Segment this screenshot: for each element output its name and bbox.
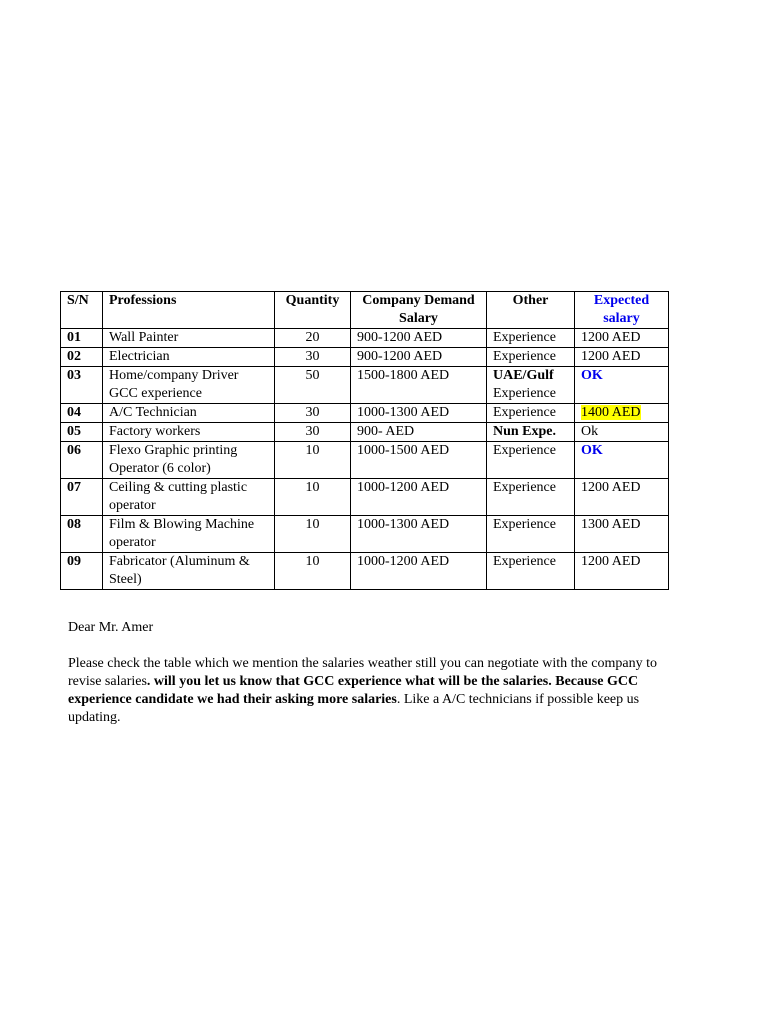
cell-quantity: 20: [275, 329, 351, 348]
cell-sn: 05: [61, 423, 103, 442]
cell-profession: Film & Blowing Machine operator: [103, 516, 275, 553]
table-row: [61, 404, 669, 423]
cell-company-salary: 1000-1200 AED: [351, 479, 487, 516]
cell-company-salary: 1000-1500 AED: [351, 442, 487, 479]
header-professions: Professions: [103, 292, 275, 329]
cell-sn: 03: [61, 367, 103, 404]
header-quantity: Quantity: [275, 292, 351, 329]
salary-table: [60, 291, 669, 590]
cell-sn: 06: [61, 442, 103, 479]
cell-expected: 1300 AED: [575, 516, 669, 553]
cell-company-salary: 1500-1800 AED: [351, 367, 487, 404]
expected-ok: OK: [581, 443, 603, 458]
cell-expected: Ok: [575, 423, 669, 442]
cell-company-salary: 1000-1200 AED: [351, 553, 487, 590]
cell-quantity: 30: [275, 404, 351, 423]
cell-other: Experience: [487, 348, 575, 367]
expected-highlighted: 1400 AED: [581, 405, 641, 420]
cell-other: Experience: [487, 442, 575, 479]
cell-profession: Ceiling & cutting plastic operator: [103, 479, 275, 516]
table-row: [61, 479, 669, 516]
cell-expected: 1200 AED: [575, 329, 669, 348]
letter-greeting: Dear Mr. Amer: [68, 620, 154, 635]
table-row: [61, 516, 669, 553]
cell-other: Experience: [487, 516, 575, 553]
cell-sn: 02: [61, 348, 103, 367]
cell-expected: 1200 AED: [575, 553, 669, 590]
cell-profession: A/C Technician: [103, 404, 275, 423]
cell-quantity: 10: [275, 479, 351, 516]
letter-body-bold: . will you let us know that GCC experience what will be the salaries. Because GCC experience candidate we had their asking more salaries: [68, 674, 639, 707]
cell-profession: Electrician: [103, 348, 275, 367]
cell-sn: 07: [61, 479, 103, 516]
cell-company-salary: 900-1200 AED: [351, 329, 487, 348]
cell-expected: [575, 404, 669, 423]
letter-body-part2: . Like a A/C technicians if possible keep us updating.: [68, 692, 640, 725]
cell-other: Experience: [487, 404, 575, 423]
cell-profession: Home/company Driver GCC experience: [103, 367, 275, 404]
header-expected-salary: Expected salary: [575, 292, 669, 329]
cell-quantity: 10: [275, 516, 351, 553]
letter-body: [68, 655, 668, 727]
cell-sn: 01: [61, 329, 103, 348]
letter-body-part1: Please check the table which we mention the salaries weather still you can negotiate with the company to revise salaries: [68, 656, 657, 689]
cell-expected: [575, 442, 669, 479]
cell-other: Experience: [487, 553, 575, 590]
cell-other-bold: UAE/Gulf: [493, 368, 554, 383]
header-other: Other: [487, 292, 575, 329]
header-company-demand-salary: Company Demand Salary: [351, 292, 487, 329]
cell-other: Experience: [487, 329, 575, 348]
table-row: [61, 367, 669, 404]
cell-sn: 04: [61, 404, 103, 423]
cell-quantity: 50: [275, 367, 351, 404]
cell-company-salary: 900-1200 AED: [351, 348, 487, 367]
table-header-row: [61, 292, 669, 329]
cell-other: Experience: [487, 479, 575, 516]
letter: [68, 619, 668, 727]
table-row: [61, 553, 669, 590]
cell-profession: Fabricator (Aluminum & Steel): [103, 553, 275, 590]
cell-sn: 09: [61, 553, 103, 590]
expected-ok: OK: [581, 368, 603, 383]
table-row: [61, 348, 669, 367]
cell-profession: Flexo Graphic printing Operator (6 color): [103, 442, 275, 479]
cell-quantity: 30: [275, 423, 351, 442]
cell-expected: [575, 367, 669, 404]
cell-quantity: 30: [275, 348, 351, 367]
cell-expected: 1200 AED: [575, 479, 669, 516]
header-sn: S/N: [61, 292, 103, 329]
table-row: [61, 329, 669, 348]
cell-other: Nun Expe.: [487, 423, 575, 442]
cell-sn: 08: [61, 516, 103, 553]
table-row: [61, 423, 669, 442]
cell-quantity: 10: [275, 442, 351, 479]
cell-profession: Wall Painter: [103, 329, 275, 348]
cell-quantity: 10: [275, 553, 351, 590]
cell-other-text: Experience: [493, 386, 556, 401]
cell-company-salary: 900- AED: [351, 423, 487, 442]
cell-company-salary: 1000-1300 AED: [351, 404, 487, 423]
cell-company-salary: 1000-1300 AED: [351, 516, 487, 553]
cell-expected: 1200 AED: [575, 348, 669, 367]
table-row: [61, 442, 669, 479]
cell-other: [487, 367, 575, 404]
cell-profession: Factory workers: [103, 423, 275, 442]
